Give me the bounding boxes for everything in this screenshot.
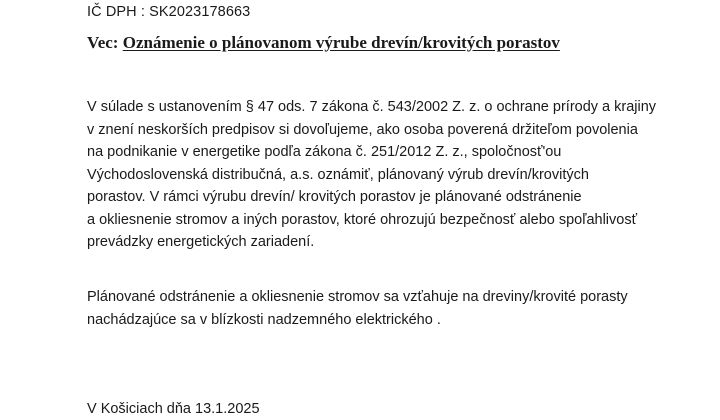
paragraph-line: Východoslovenská distribučná, a.s. oznámiť, plánovaný výrub drevín/krovitých (87, 166, 589, 183)
paragraph-line: v znení neskorších predpisov si dovoľujeme, ako osoba poverená držiteľom povolenia (87, 121, 638, 138)
paragraph-line: na podnikanie v energetike podľa zákona č. 251/2012 Z. z., spoločnosť'ou (87, 144, 562, 160)
vat-id-line: IČ DPH : SK2023178663 (87, 4, 251, 20)
paragraph-line: V súlade s ustanovením § 47 ods. 7 zákona č. 543/2002 Z. z. o ochrane prírody a krajiny (87, 99, 657, 115)
subject-line (87, 33, 560, 53)
subject-prefix: Vec: (87, 33, 119, 52)
subject-title: Oznámenie o plánovanom výrube drevín/krovitých porastov (122, 33, 560, 52)
paragraph-legal-notice (87, 96, 656, 254)
date-line: V Košiciach dňa 13.1.2025 (87, 401, 260, 417)
paragraph-line: Plánované odstránenie a okliesnenie stromov sa vzťahuje na dreviny/krovité porasty (87, 289, 628, 305)
paragraph-line: nachádzajúce sa v blízkosti nadzemného elektrického . (87, 311, 441, 328)
paragraph-line: prevádzky energetických zariadení. (87, 234, 315, 250)
paragraph-line: porastov. V rámci výrubu drevín/ krovitých porastov je plánované odstránenie (87, 189, 582, 205)
paragraph-scope (87, 286, 628, 331)
paragraph-line: a okliesnenie stromov a iných porastov, ktoré ohrozujú bezpečnosť alebo spoľahlivosť (87, 211, 638, 228)
